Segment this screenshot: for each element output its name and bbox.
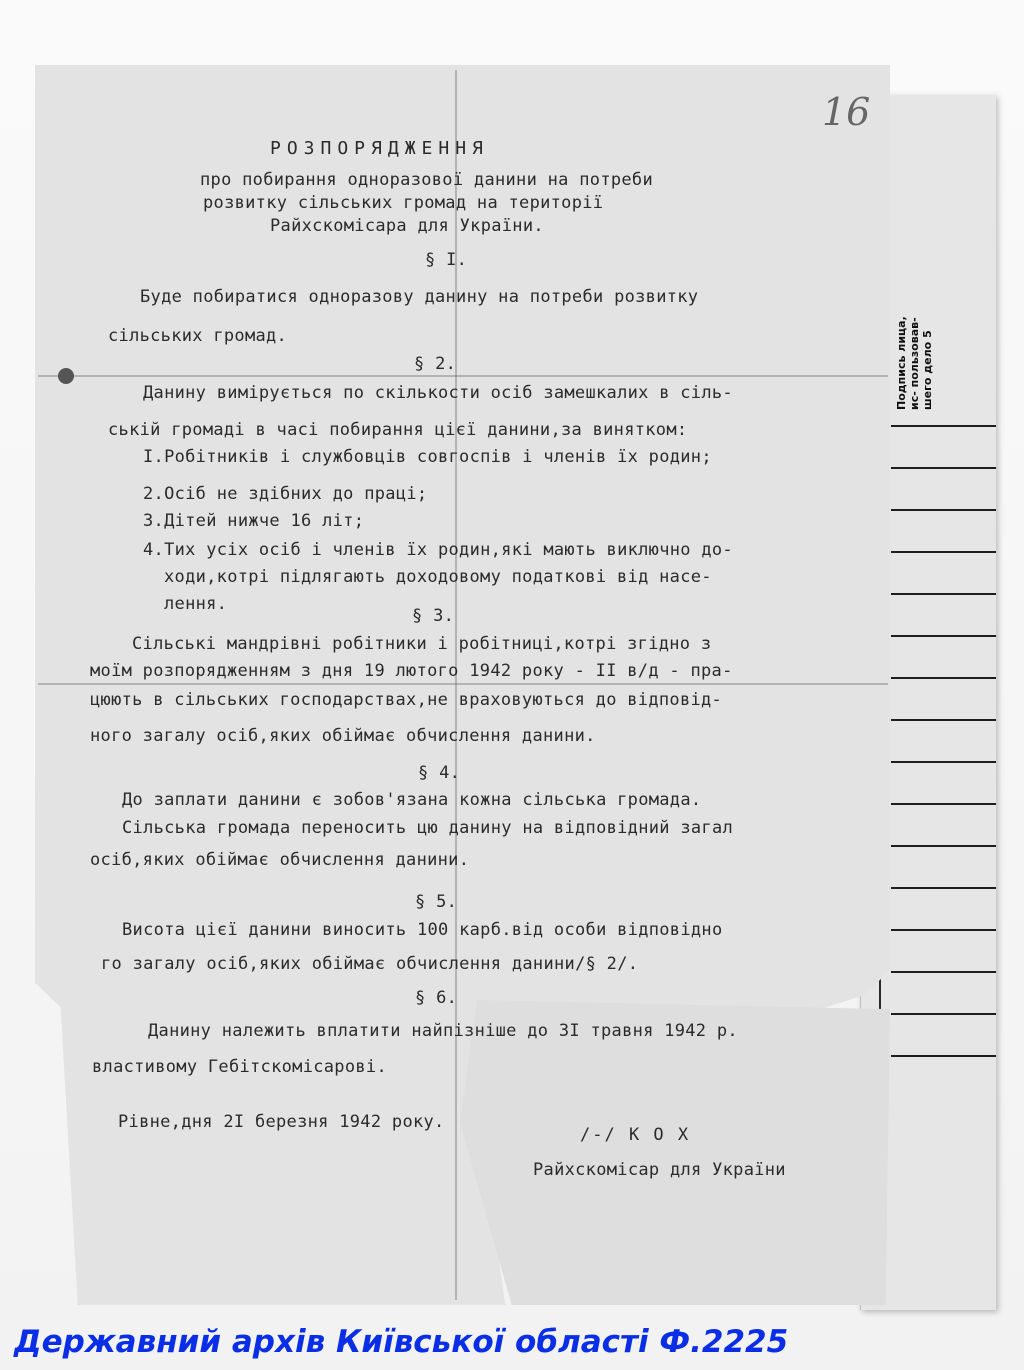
section-heading: § 2.: [414, 354, 457, 374]
paragraph-line: Данину вимірується по скількости осіб замешкалих в сіль-: [143, 383, 733, 403]
ledger-rule: [891, 425, 996, 427]
list-item: лення.: [164, 594, 228, 614]
ledger-rule: [891, 677, 996, 679]
paragraph-line: Сільська громада переносить цю данину на відповідний загал: [122, 818, 734, 838]
section-heading: § 3.: [412, 606, 455, 626]
section-heading: § I.: [425, 250, 468, 270]
list-item: 4.Тих усіх осіб і членів їх родин,які мають виключно до-: [143, 540, 733, 560]
handwritten-page-number: 16: [822, 90, 871, 134]
list-item: 3.Дітей нижче 16 літ;: [143, 511, 365, 531]
ledger-label-text: Подпись лица, ис- пользовав- шего дело: [895, 316, 934, 410]
ledger-rule: [891, 761, 996, 763]
ledger-rule: [891, 635, 996, 637]
section-heading: § 4.: [418, 763, 461, 783]
section-heading: § 5.: [415, 892, 458, 912]
document-torn-lower-piece: [460, 1000, 890, 1305]
ledger-rule: [891, 1055, 996, 1057]
subtitle-line: розвитку сільських громад на території: [203, 193, 604, 213]
subtitle-line: Райхскомісара для України.: [270, 216, 544, 236]
signatory-title: Райхскомісар для України: [533, 1160, 786, 1180]
paragraph-line: Данину належить вплатити найпізніше до 3I травня 1942 р.: [148, 1021, 738, 1041]
paragraph-line: Сільські мандрівні робітники і робітниці,котрі згідно з: [132, 634, 712, 654]
ledger-rule: [891, 803, 996, 805]
ledger-label-number: 5: [921, 330, 934, 338]
paragraph-line: сільських громад.: [108, 326, 288, 346]
place-and-date: Рівне,дня 2I березня 1942 року.: [118, 1112, 445, 1132]
paragraph-line: ного загалу осіб,яких обіймає обчислення данини.: [90, 726, 596, 746]
ledger-rule: [891, 719, 996, 721]
ledger-rule: [891, 1013, 996, 1015]
paragraph-line: властивому Гебітскомісарові.: [92, 1057, 387, 1077]
ledger-rule: [891, 929, 996, 931]
document-title: РОЗПОРЯДЖЕННЯ: [270, 138, 489, 159]
archive-caption: Державний архів Київської області Ф.2225: [14, 1324, 789, 1360]
list-item: ходи,котрі підлягають доходовому податкові від насе-: [164, 567, 712, 587]
list-item: I.Робітників і службовців совгоспів і членів їх родин;: [143, 447, 712, 467]
signature: /-/ К О Х: [580, 1125, 691, 1145]
section-heading: § 6.: [415, 988, 458, 1008]
paragraph-line: моїм розпорядженням з дня 19 лютого 1942 року - II в/д - пра-: [90, 661, 733, 681]
ledger-column-label: [895, 300, 955, 410]
paragraph-line: осіб,яких обіймає обчислення данини.: [90, 850, 470, 870]
subtitle-line: про побирання одноразової данини на потреби: [200, 170, 653, 190]
fold-line: [38, 683, 888, 685]
paragraph-line: До заплати данини є зобов'язана кожна сільська громада.: [122, 790, 702, 810]
ledger-rule: [891, 593, 996, 595]
ledger-rule: [891, 887, 996, 889]
punch-hole: [58, 368, 74, 384]
paragraph-line: ській громаді в часі побирання цієї данини,за винятком:: [108, 420, 688, 440]
ledger-rule: [891, 845, 996, 847]
paragraph-line: Буде побиратися одноразову данину на потреби розвитку: [140, 287, 699, 307]
fold-line: [38, 375, 888, 377]
list-item: 2.Осіб не здібних до праці;: [143, 484, 428, 504]
ledger-rule: [891, 551, 996, 553]
paragraph-line: цюють в сільських господарствах,не враховуються до відповід-: [90, 690, 723, 710]
paragraph-line: Висота цієї данини виносить 100 карб.від особи відповідно: [122, 920, 723, 940]
ledger-rule: [891, 971, 996, 973]
paragraph-line: го загалу осіб,яких обіймає обчислення данини/§ 2/.: [101, 954, 639, 974]
ledger-rule: [891, 467, 996, 469]
ledger-rule: [891, 509, 996, 511]
